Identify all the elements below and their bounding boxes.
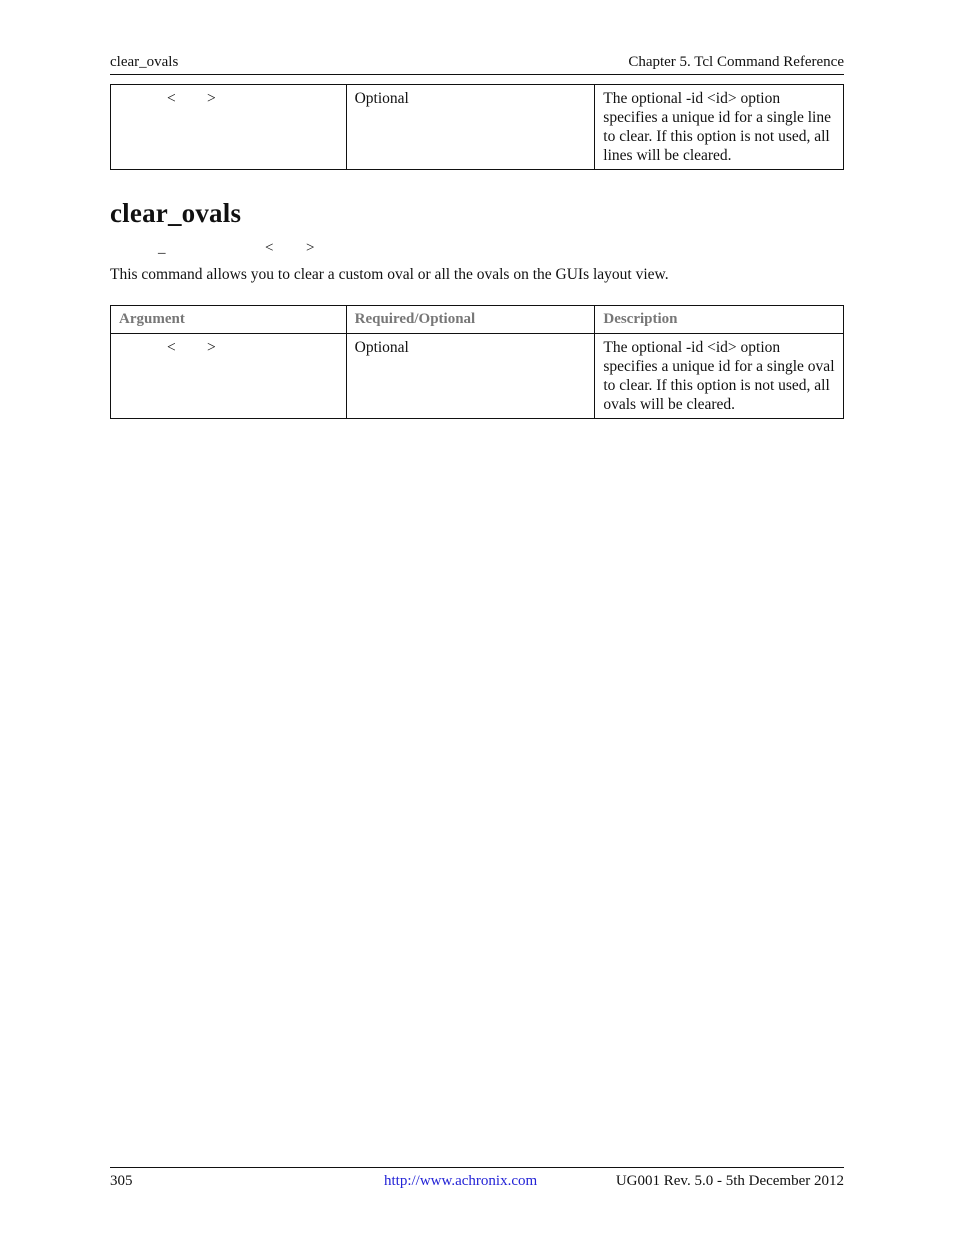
header-chapter-title: Chapter 5. Tcl Command Reference <box>628 54 844 70</box>
document-page <box>110 0 844 1235</box>
argument-cell <box>111 334 347 419</box>
syntax-gt: > <box>306 240 315 256</box>
running-header <box>110 54 844 76</box>
argument-gt: > <box>207 339 216 356</box>
argument-lt: < <box>167 90 176 107</box>
syntax-underscore: _ <box>158 240 166 256</box>
description-cell: The optional -id <id> option specifies a unique id for a single line to clear. If this option is not used, all lines will be cleared. <box>595 85 844 170</box>
header-rule <box>110 74 844 75</box>
section-title: clear_ovals <box>110 198 242 228</box>
command-syntax <box>110 240 410 260</box>
argument-cell <box>111 85 347 170</box>
document-revision: UG001 Rev. 5.0 - 5th December 2012 <box>615 1173 844 1189</box>
required-cell: Optional <box>346 334 595 419</box>
argument-table <box>110 305 844 419</box>
argument-gt: > <box>207 90 216 107</box>
header-section-name: clear_ovals <box>110 54 179 70</box>
table-row <box>111 85 844 170</box>
page-number: 305 <box>110 1173 133 1189</box>
previous-argument-table <box>110 84 844 170</box>
description-cell: The optional -id <id> option specifies a unique id for a single oval to clear. If this option is not used, all ovals will be cleared. <box>595 334 844 419</box>
table-row <box>111 334 844 419</box>
column-header-description: Description <box>595 306 844 334</box>
column-header-required: Required/Optional <box>346 306 595 334</box>
footer-rule <box>110 1167 844 1168</box>
required-cell: Optional <box>346 85 595 170</box>
command-description: This command allows you to clear a custom oval or all the ovals on the GUIs layout view. <box>110 266 669 283</box>
website-link[interactable]: http://www.achronix.com <box>384 1173 538 1189</box>
page-footer <box>110 1173 844 1195</box>
syntax-lt: < <box>265 240 274 256</box>
column-header-argument: Argument <box>111 306 347 334</box>
argument-lt: < <box>167 339 176 356</box>
table-header-row <box>111 306 844 334</box>
